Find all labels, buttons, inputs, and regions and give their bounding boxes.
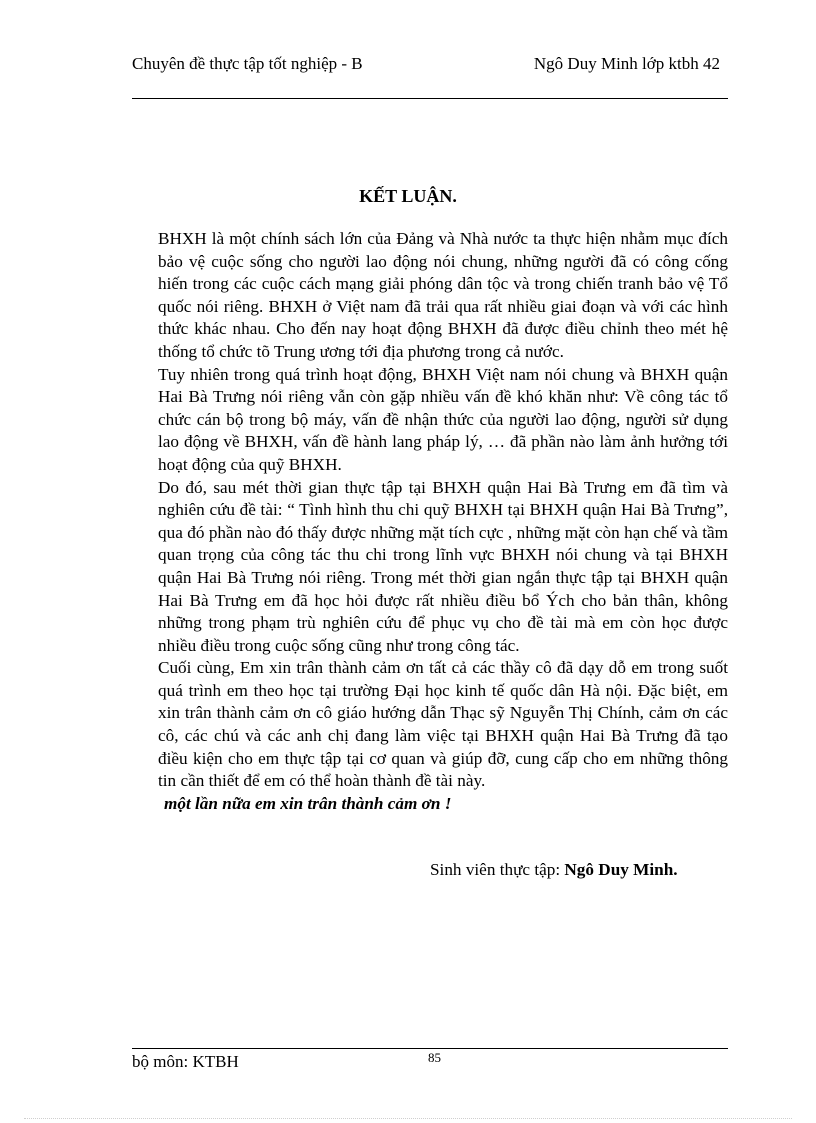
body-text [158,228,728,815]
page-title: KẾT LUẬN. [359,186,457,206]
paragraph-2: Tuy nhiên trong quá trình hoạt động, BHXH Việt nam nói chung và BHXH quận Hai Bà Trưng nói riêng vẫn còn gặp nhiều vấn đề khó khăn như: Về công tác tổ chức cán bộ trong bộ máy, vấn đề nhận thức của người lao động, người sử dụng lao động về BHXH, vấn đề hành lang pháp lý, … đã phần nào làm ảnh hưởng tới hoạt động của quỹ BHXH. [158,364,728,474]
signature-label: Sinh viên thực tập: [430,860,561,879]
paragraph-4: Cuối cùng, Em xin trân thành cảm ơn tất cả các thầy cô đã dạy dỗ em trong suốt quá trình em theo học tại trường Đại học kinh tế quốc dân Hà nội. Đặc biệt, em xin trân thành cảm ơn cô giáo hướng dẫn Thạc sỹ Nguyễn Thị Chính, cảm ơn các cô, các chú và các anh chị đang làm việc tại BHXH quận Hai Bà Trưng đã tạo điều kiện cho em thực tập tại cơ quan và giúp đỡ, cung cấp cho em những thông tin cần thiết để em có thể hoàn thành đề tài này. [158,658,728,791]
header-rule [132,98,728,99]
signature [430,860,678,880]
closing-line: một lần nữa em xin trân thành cảm ơn ! [164,793,452,813]
header-left-text: Chuyên đề thực tập tốt nghiệp - B [132,54,363,73]
page-number: 85 [428,1050,441,1065]
page-edge [24,1118,792,1119]
header-right-text: Ngô Duy Minh lớp ktbh 42 [533,54,720,73]
footer-rule [132,1048,728,1049]
footer-left-text: bộ môn: KTBH [132,1052,239,1071]
paragraph-3: Do đó, sau mét thời gian thực tập tại BHXH quận Hai Bà Trưng em đã tìm và nghiên cứu đề tài: “ Tình hình thu chi quỹ BHXH tại BHXH quận Hai Bà Trưng”, qua đó phần nào đó thấy được những mặt tích cực , những mặt còn hạn chế và tầm quan trọng của công tác thu chi trong lĩnh vực BHXH nói chung và tại BHXH quận Hai Bà Trưng nói riêng. Trong mét thời gian ngắn thực tập tại BHXH quận Hai Bà Trưng em đã học hỏi được rất nhiều điều bổ Ých cho bản thân, không những trong phạm trù nghiên cứu để phục vụ cho đề tài mà em còn học được nhiều điều trong cuộc sống cũng như trong công tác. [158,477,728,655]
paragraph-1: BHXH là một chính sách lớn của Đảng và Nhà nước ta thực hiện nhằm mục đích bảo vệ cuộc sống cho người lao động nói chung, những người đã có công cống hiến trong các cuộc cách mạng giải phóng dân tộc và trong chiến tranh bảo vệ Tổ quốc nói riêng. BHXH ở Việt nam đã trải qua rất nhiều giai đoạn và với các hình thức khác nhau. Cho đến nay hoạt động BHXH đã được điều chỉnh theo mét hệ thống tổ chức tõ Trung ương tới địa phương trong cả nước. [158,229,728,361]
signature-name: Ngô Duy Minh. [564,860,678,879]
